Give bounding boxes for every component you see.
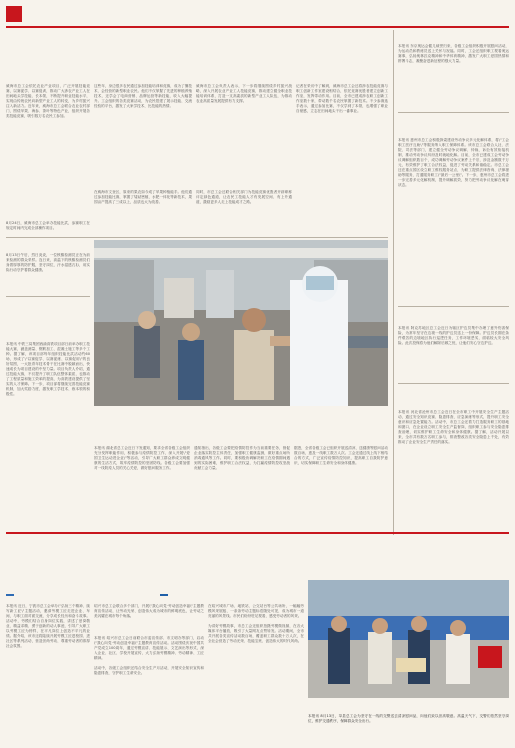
lead-column-3: 威海市总工会负责人表示，下一步将继续围绕乡村振兴战略，深入开展农业产业工人技能竞赛，推动建立健全职业技能培训体系，打造一支高素质的新型产业工人队伍，为推动农业高质量发展提供有力支撑。	[196, 84, 292, 103]
right-top-body: 本报讯 东京奥运会健儿载誉归来，各级工会组织积极开展慰问活动，为运动员和教练员送上关怀与祝福。同时，工会还组织职工观看奥运赛事，弘扬奥林匹克精神和中华体育精神，激发广大职工爱国热情和拼搏斗志，凝聚奋进新征程的强大力量。	[398, 44, 509, 63]
reading-tips-body: 绍兴市总工会联合多个部门，开展\"我心向党·劳动创造幸福\"主题教育宣传活动，让劳动光荣、创造伟大成为城市的鲜明底色，让劳动之美闪耀在城市每个角落。	[94, 604, 204, 618]
bottom-column-1: 本报讯 近日，宁波市总工会举办\"弘扬三个精神、续写新工匠\"主题活动，邀请劳模工匠走进企业、车间，与职工面对面交流，分享成长经历和奋斗故事。活动中，劳模们结合自身岗位实践，讲述了爱岗敬业、精益求精、勇于创新的动人事迹，引导广大职工以劳模工匠为榜样，在平凡岗位上创造不平凡的业绩。据介绍，该市还将陆续开展劳模工匠进校园、进社区等系列活动，营造崇尚劳动、尊重劳动者的浓厚社会氛围。	[6, 604, 90, 648]
lead-column-1	[6, 84, 90, 214]
lead-column-3b: 同时，市总工会还联合相关部门为技能竞赛优胜者开辟职称评定绿色通道，让农民工技能人才有发展空间、有上升通道，激励更多人走上技能成才之路。	[196, 190, 292, 204]
covid-column-3: 据悉，全省各级工会已组织开展送清凉、送健康等慰问活动数百场，惠及一线职工数万人次。工会还通过线上线下相结合的方式，广泛宣传疫情防控知识，提高职工自我防护意识，切实保障职工生命安全和身体健康。	[294, 446, 388, 465]
lead-column-2: 这些年，身边很多农民通过参加技能培训和竞赛，成为了懂技术、会经营的新型职业农民。他们不仅掌握了先进的种植养殖技术，还学会了电商营销、品牌运营等新技能，收入大幅提升。工会组织的各类竞赛活动，为农民搭建了展示技能、交流经验的平台，激发了大家学技术、比技能的热情。	[94, 84, 192, 108]
left-tag	[6, 594, 14, 596]
column-divider	[393, 30, 394, 535]
reading-tips-badge	[160, 594, 168, 596]
bottom-column-2: 本报讯 绍兴市总工会日前联合市委宣传部、市文明办等部门，启动\"我心向党·劳动创造幸福\"主题教育宣传活动。活动围绕庆祝中国共产党成立100周年，通过劳模宣讲、技能展示、文艺演出等形式，深入企业、社区、学校开展宣传，大力弘扬劳模精神、劳动精神、工匠精神。 活动中，各级工会组织还结合安全生产月活动，开展安全知识宣传和隐患排查，守护职工生命安全。	[94, 636, 204, 675]
lead-column-4: 记者在采访中了解到，威海市总工会还将涉农技能竞赛与职工创新工作室建设相结合，依托竞赛优胜者建立创新工作室，发挥带动作用。目前，全市已建成涉农职工创新工作室数十家，带动数千名农民掌握了新技术。不少参赛选手表示，通过参加比赛，不仅学到了本领，也增强了职业自豪感，立志在田间地头干出一番事业。	[296, 84, 388, 113]
right-mid-body: 本报讯 阿克苏地区总工会近日为辖区护边员集中办理了意外伤害保险，为常年坚守在边境一线的护边员送上一份保障。护边员长期在条件艰苦的边境地区执行巡逻任务，工作环境恶劣，面临较大安全风险。此次投保将为他们解除后顾之忧，让他们安心守边护边。	[398, 326, 509, 345]
traffic-police-photo	[308, 580, 509, 698]
header-rule	[6, 26, 509, 28]
right-mid-body-2: 本报讯 河北省沧州市总工会近日在全市职工中开展安全生产主题活动，通过安全知识竞赛、隐患排查、应急演练等形式，提升职工安全意识和应急处置能力。活动中，市总工会还着力打造服务职工的基地和窗口，在企业设立职工安全生产监督岗，组织职工参与安全隐患排查治理，切实维护职工生命安全和身体健康。据了解，活动开展以来，全市共有数万名职工参与，排查整改各类安全隐患上千处，有效推动了企业安全生产责任的落实。	[398, 410, 509, 444]
bottom-column-3: 在绍兴城市广场、地铁站、公交站台等公共场所，一幅幅劳模风采展板、一条条劳动主题标语随处可见，成为城市一道亮丽的风景线。市民们纷纷驻足观看，感受劳动者的风采。 为讲好劳模故事，市总工会还组织拍摄劳模微视频，在各大媒体平台播放，吸引了大量网友点赞转发。活动期间，全市共开展各类宣传活动数百场，覆盖职工群众数十万人次，在全社会营造了劳动光荣、技能宝贵、创造伟大的时代风尚。	[208, 604, 304, 643]
covid-testing-photo	[94, 240, 388, 406]
lead-column-1b: 8月24日，威海市总工会举办技能比武，参赛职工在规定时间内完成全部操作项目。	[6, 221, 90, 230]
traffic-police-caption: 本报讯 8月13日，莘县总工会为坚守在一线的交警送去清凉慰问品，向他们致以崇高敬意。高温天气下，交警们依然坚守岗位，维护交通秩序，保障群众安全出行。	[308, 714, 509, 723]
divider	[398, 112, 509, 113]
bottom-rule	[6, 532, 509, 534]
right-body-2: 本报讯 惠州市总工会积极探索建设劳动争议多元化解体系，将\"工会职工医疗互助\"等服务纳入职工保障体系。该市总工会联合人社、法院、司法等部门，建立健全劳动争议调解、仲裁、诉讼有效衔接机制，推动劳动争议纠纷及时就地化解。目前，全市已建成工会劳动争议调解组织数百个，成功调解劳动争议案件上千宗，涉及金额数千万元，有效维护了职工合法权益，促进了劳动关系和谐稳定。市总工会还在重点园区设立职工维权服务站点，为职工提供法律咨询、法律援助等服务，打通服务职工\"最后一公里\"。下一步，惠州市总工会将进一步完善多元化解机制，提升调解质效，努力把劳动争议化解在萌芽状态。	[398, 138, 509, 187]
box-body: 8月13日午后，烈日炎炎，一位核酸检测员正在为前来检测的群众采样。连日来，高温下的核酸检测员们身着厚厚的防护服，坚守岗位，汗水湿透衣衫，用实际行动守护着群众健康。	[6, 253, 90, 272]
divider	[398, 306, 509, 307]
lead-column-2b: 在威海市文登区，原来的果农如今成了苹果种植能手。他们通过参加技能比赛，掌握了矮砧密植、水肥一体化等新技术，果园亩产提高了三成以上，品质也大为改善。	[94, 190, 192, 204]
page-number	[6, 6, 22, 22]
divider	[6, 296, 90, 297]
photo-illustration	[308, 580, 509, 698]
divider	[6, 237, 388, 238]
covid-column-1: 本报讯 湖北省总工会近日下发通知，要求全省各级工会组织充分发挥职能作用，积极参与疫情防控工作，深入开展\"爱国卫生运动进企业\"等活动，引导广大职工群众养成文明健康的生活方式，筑牢疫情防控的坚固防线。各级工会要加强对一线防疫人员的关心关爱，做好慰问服务工作。	[94, 446, 190, 470]
lead-body-1: 威海市总工会依托农业产业项目，广泛开展技能竞赛，以赛促学、以赛促训，推动广大涉农产业工人在田间地头学技能、长本领，不断提升职业技能水平，实现由传统农民向新型产业工人的转变，为乡村振兴注入新活力。近年来，威海市总工会联合农业农村部门，围绕苹果、海参、茶叶等特色产业，组织开展各类技能竞赛，吸引数万名农民工参加。	[6, 84, 90, 118]
photo-illustration	[94, 240, 388, 406]
left-body: 本报讯 中铁三局集团西渝高铁项目部日前举办职工技能大赛，涵盖测量、钢筋加工、混凝土施工等多个工种。据了解，该项目部每年组织技能比武活动约60场，形成了\"以赛促学、以赛促练、以赛促用\"的良好氛围，一大批青年技术骨干在比赛中脱颖而出，快速成长为项目建设的中坚力量。项目负责人介绍，通过技能大赛，不仅提升了职工队伍整体素质，也推动了工程质量和施工效率的提高，为高铁建设提供了坚实的人才保障。下一步，项目部将继续完善技能竞赛机制，加大奖励力度，激发职工学技术、练本领的积极性。	[6, 342, 90, 396]
covid-column-2: 通知指出，各级工会要把疫情防控作为当前重要任务，督促企业落实防控主体责任，加强职工健康监测，做好重点场所消毒通风等工作。同时，要积极协调解决职工在疫情期间遇到的实际困难，维护职工合法权益，为打赢疫情防控攻坚战贡献工会力量。	[194, 446, 290, 470]
divider	[398, 383, 509, 384]
page-header	[0, 0, 515, 26]
